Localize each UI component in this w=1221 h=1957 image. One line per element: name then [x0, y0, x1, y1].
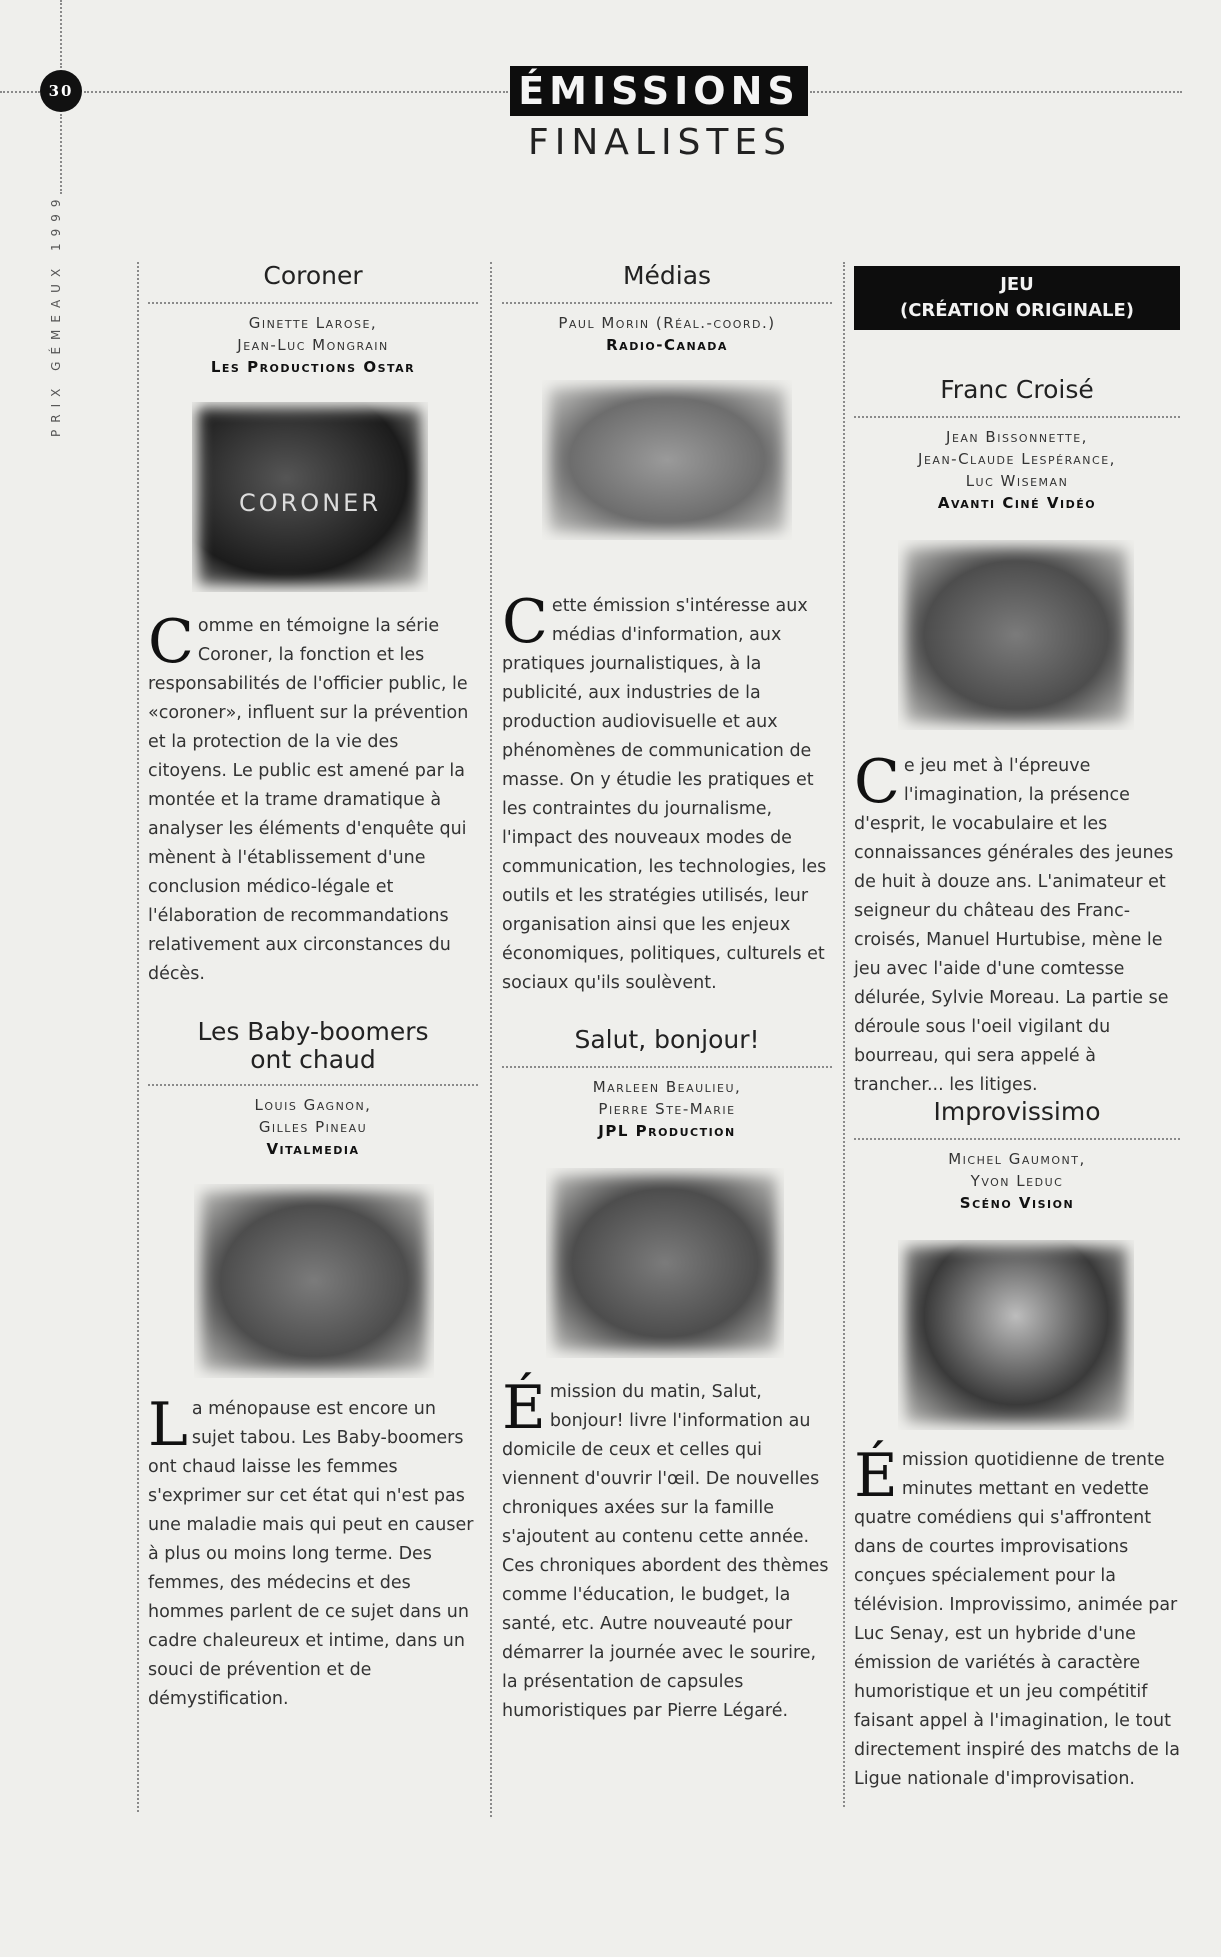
program-photo-improvissimo [898, 1240, 1134, 1430]
production-company: Avanti Ciné Vidéo [937, 494, 1097, 512]
program-credits [148, 1094, 478, 1160]
column-divider-1 [137, 262, 139, 1812]
production-company: Radio-Canada [606, 336, 728, 354]
credit-line: Gilles Pineau [258, 1118, 368, 1136]
credit-line: Paul Morin (Réal.-coord.) [558, 314, 776, 332]
credit-line: Marleen Beaulieu, [592, 1078, 742, 1096]
title-rule [502, 1066, 832, 1068]
title-rule [854, 1138, 1180, 1140]
program-description [854, 747, 1180, 1100]
program-photo-coroner [192, 402, 428, 592]
title-rule [148, 1084, 478, 1086]
left-rule-top [60, 0, 62, 68]
side-label-text: PRIX GÉMEAUX 1999 [49, 192, 63, 437]
title-rule [854, 416, 1180, 418]
page-title: ÉMISSIONS [510, 66, 808, 116]
photo-caption: CORONER [238, 489, 381, 518]
program-credits [854, 426, 1180, 514]
category-line: JEU [1000, 274, 1034, 295]
title-rule [148, 302, 478, 304]
description-text: e jeu met à l'épreuve l'imagination, la présence d'esprit, le vocabulaire et les connaissances générales des jeunes de huit à douze ans. L'animateur et seigneur du château des Franc-croisés, Manuel Hurtubise, mène le jeu avec l'aide d'une comtesse délurée, Sylvie Moreau. La partie se déroule sous l'oeil vigilant du bourreau, qui sera appelé à trancher... les litiges. [854, 756, 1174, 1095]
program-title: Médias [622, 261, 712, 290]
top-rule-left [0, 91, 40, 93]
production-company: Vitalmedia [266, 1140, 360, 1158]
program-description [148, 607, 478, 989]
top-rule-mid [84, 91, 508, 93]
program-title: Salut, bonjour! [574, 1025, 760, 1054]
program-title: Franc Croisé [940, 375, 1094, 404]
description-text: ette émission s'intéresse aux médias d'information, aux pratiques journalistiques, à la publicité, aux industries de la production audiovisuelle et aux phénomènes de communication de masse. On y étudie les pratiques et les contraintes du journalisme, l'impact des nouveaux modes de communication, les technologies, les outils et les stratégies utilisés, leur organisation ainsi que les enjeux économiques, politiques, culturels et sociaux qu'ils soulèvent. [502, 596, 827, 993]
column-divider-2 [490, 262, 492, 1817]
program-title: Improvissimo [933, 1097, 1101, 1126]
page-number-badge: 30 [40, 70, 82, 112]
production-company: Scéno Vision [959, 1194, 1075, 1212]
page-subtitle: FINALISTES [528, 122, 792, 163]
description-text: omme en témoigne la série Coroner, la fonction et les responsabilités de l'officier public, le «coroner», influent sur la prévention et la protection de la vie des citoyens. Le public est amené par la montée et la trame dramatique à analyser les éléments d'enquête qui mènent à l'établissement d'une conclusion médico-légale et l'élaboration de recommandations relativement aux circonstances du décès. [148, 616, 469, 984]
category-line: (CRÉATION ORIGINALE) [899, 300, 1135, 321]
drop-cap: C [502, 587, 548, 657]
credit-line: Luc Wiseman [965, 472, 1069, 490]
program-title [148, 1018, 478, 1074]
program-photo-salut-bonjour [546, 1168, 784, 1358]
top-rule-right [810, 91, 1182, 93]
column-divider-3 [843, 262, 845, 1807]
description-text: a ménopause est encore un sujet tabou. Les Baby-boomers ont chaud laisse les femmes s'exprimer sur cet état qui n'est pas une maladie mais qui peut en causer à plus ou moins long terme. Des femmes, des médecins et des hommes parlent de ce sujet dans un cadre chaleureux et intime, dans un souci de prévention et de démystification. [148, 1399, 474, 1709]
title-line: Les Baby-boomers [197, 1017, 429, 1046]
drop-cap: L [148, 1390, 188, 1460]
program-credits [502, 312, 832, 356]
program-credits [148, 312, 478, 378]
credit-line: Jean-Luc Mongrain [237, 336, 389, 354]
credit-line: Yvon Leduc [970, 1172, 1064, 1190]
title-rule [502, 302, 832, 304]
program-photo-baby-boomers [194, 1184, 434, 1378]
credit-line: Louis Gagnon, [254, 1096, 372, 1114]
drop-cap: É [502, 1373, 546, 1443]
credit-line: Jean-Claude Lespérance, [918, 450, 1116, 468]
program-photo-franc-croise [898, 540, 1134, 730]
title-line: ont chaud [250, 1045, 376, 1074]
program-credits [502, 1076, 832, 1142]
description-text: mission quotidienne de trente minutes mettant en vedette quatre comédiens qui s'affrontent dans de courtes improvisations conçues spécialement pour la télévision. Improvissimo, animée par Luc Senay, est un hybride d'une émission de variétés à caractère humoristique et un jeu compétitif faisant appel à l'imagination, le tout directement inspiré des matchs de la Ligue nationale d'improvisation. [854, 1450, 1180, 1789]
description-text: mission du matin, Salut, bonjour! livre l'information au domicile de ceux et celles qui viennent d'ouvrir l'œil. De nouvelles chroniques axées sur la famille s'ajoutent au contenu cette année. Ces chroniques abordent des thèmes comme l'éducation, le budget, la santé, etc. Autre nouveauté pour démarrer la journée avec le sourire, la présentation de capsules humoristiques par Pierre Légaré. [502, 1382, 829, 1721]
program-description [502, 587, 832, 998]
category-box [854, 266, 1180, 330]
drop-cap: É [854, 1441, 898, 1511]
drop-cap: C [148, 607, 194, 677]
credit-line: Michel Gaumont, [948, 1150, 1086, 1168]
program-photo-medias [542, 380, 792, 540]
program-description [854, 1441, 1180, 1794]
program-credits [854, 1148, 1180, 1214]
production-company: JPL Production [598, 1122, 736, 1140]
program-description [502, 1373, 832, 1726]
program-title: Coroner [263, 261, 363, 290]
left-rule-below [60, 114, 62, 194]
credit-line: Jean Bissonnette, [946, 428, 1088, 446]
program-description [148, 1390, 478, 1714]
credit-line: Ginette Larose, [248, 314, 378, 332]
drop-cap: C [854, 747, 900, 817]
production-company: Les Productions Ostar [210, 358, 416, 376]
credit-line: Pierre Ste-Marie [598, 1100, 736, 1118]
